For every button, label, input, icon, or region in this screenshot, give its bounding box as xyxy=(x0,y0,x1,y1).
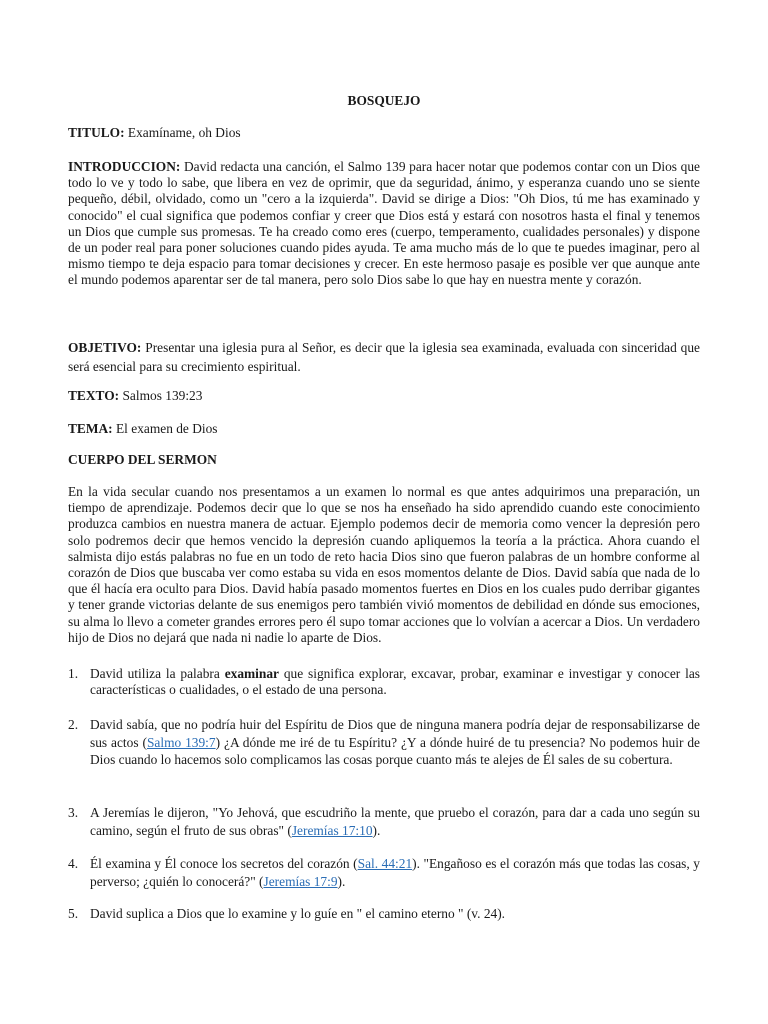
list-text: David suplica a Dios que lo examine y lo guíe en " el camino eterno " (v. 24). xyxy=(90,906,506,921)
introduccion-text-2: En este hermoso pasaje es posible ver que aunque ante el mundo podemos aparentar ser de tal manera, pero solo Dios sabe lo que hay en nuestra mente y corazón. xyxy=(68,256,700,288)
introduccion-label: INTRODUCCION: xyxy=(68,159,181,174)
texto-value: Salmos 139:23 xyxy=(122,388,203,403)
objetivo-text: Presentar una iglesia pura al Señor, es decir que la iglesia sea examinada, evaluada con sinceridad que será esencial para su crecimiento espiritual. xyxy=(68,340,700,374)
list-text: ) ¿A dónde me iré de tu Espíritu? ¿Y a dónde huiré de tu presencia? No podemos huir de Dios cuando lo hacemos solo complicamos las cosas porque cuanto más te alejes de Él sales de su cobertura. xyxy=(90,734,700,767)
document-header: BOSQUEJO xyxy=(347,93,421,108)
scripture-link[interactable]: Salmo 139:7 xyxy=(146,734,216,750)
list-item xyxy=(68,855,700,890)
list-text: David sabía, que no podría huir del Espíritu de Dios que de ninguna manera podría dejar de responsabilizarse de sus actos ( xyxy=(90,717,700,750)
list-text: David utiliza la palabra xyxy=(90,666,225,681)
titulo-label: TITULO: xyxy=(68,125,125,140)
texto-label: TEXTO: xyxy=(68,388,120,403)
list-item xyxy=(68,804,700,839)
list-number: 3. xyxy=(68,805,79,820)
tema-label: TEMA: xyxy=(68,421,113,436)
list-text: A Jeremías le dijeron, "Yo Jehová, que escudriño la mente, que pruebo el corazón, para dar a cada uno según su camino, según el fruto de sus obras" ( xyxy=(90,805,700,838)
tema-line xyxy=(68,421,700,437)
tema-value: El examen de Dios xyxy=(116,421,218,436)
list-item xyxy=(68,716,700,769)
cuerpo-heading: CUERPO DEL SERMON xyxy=(68,452,217,467)
list-text-bold: examinar xyxy=(224,666,279,681)
objetivo-label: OBJETIVO: xyxy=(68,340,142,355)
list-number: 2. xyxy=(68,717,79,732)
titulo-line xyxy=(68,125,700,141)
list-text: ). xyxy=(372,822,381,838)
list-item xyxy=(68,906,700,922)
introduccion-paragraph xyxy=(68,159,700,289)
list-text: Él examina y Él conoce los secretos del corazón ( xyxy=(90,856,358,871)
list-number: 1. xyxy=(68,666,79,681)
cuerpo-paragraph: En la vida secular cuando nos presentamos a un examen lo normal es que antes adquirimos una preparación, un tiempo de aprendizaje. Podemos decir que lo que se nos ha enseñado ha sido aprendido cuando este conocimiento produzca cambios en nuestra manera de actuar. Ejemplo podemos decir de memoria como vencer la depresión pero solo podremos decir que hemos vencido la depresión cuando apliquemos la teoría a la práctica. Ahora cuando el salmista dijo estás palabras no fue en un todo de reto hacia Dios sino que fueron palabras de un hombre conforme al corazón de Dios que buscaba ver como estaba su vida en esos momentos delante de Dios. David sabía que nada de lo que él hacía era oculto para Dios. David había pasado momentos fuertes en Dios en los cuales pudo derribar gigantes y tener grande victorias delante de sus enemigos pero también vivió momentos de debilidad en dónde sus emociones, su alma lo llevo a cometer grandes errores pero él supo tomar acciones que lo volvían a acercar a Dios. Un verdadero hijo de Dios no dejará que nada ni nadie lo aparte de Dios. xyxy=(68,484,700,645)
list-text: ). xyxy=(337,873,346,889)
scripture-link[interactable]: Jeremías 17:10 xyxy=(291,822,373,838)
texto-line xyxy=(68,388,700,404)
list-number: 5. xyxy=(68,906,79,921)
list-item xyxy=(68,666,700,698)
introduccion-text: David redacta una canción, el Salmo 139 para hacer notar que podemos contar con un Dios que todo lo ve y todo lo sabe, que libera en vez de oprimir, que da seguridad, ánimo, y esperanza cuando uno se siente pequeño, débil, olvidado, como un "cero a la izquierda". David se dirige a Dios: "Oh Dios, tú me has examinado y conocido" el cual significa que podemos confiar y creer que Dios está y estará con nosotros hasta el final y tenemos un Dios que cumple sus promesas. Te ha creado como eres (cuerpo, temperamento, cualidades personales) y dispone de un poder real para poner soluciones cuando pides ayuda. Te ama mucho más de lo que te puedes imaginar, pero al mismo tiempo te deja espacio para tomar decisiones y crecer. xyxy=(68,159,700,272)
list-text: ). "Engañoso es el corazón más que todas las cosas, y perverso; ¿quién lo conocerá?" ( xyxy=(90,856,700,889)
list-text: que significa explorar, excavar, probar, examinar e investigar y conocer las características o cualidades, o el estado de una persona. xyxy=(90,666,700,698)
objetivo-paragraph xyxy=(68,338,700,376)
scripture-link[interactable]: Jeremías 17:9 xyxy=(263,873,338,889)
titulo-value: Examíname, oh Dios xyxy=(127,125,241,140)
scripture-link[interactable]: Sal. 44:21 xyxy=(357,856,413,871)
list-number: 4. xyxy=(68,856,79,871)
